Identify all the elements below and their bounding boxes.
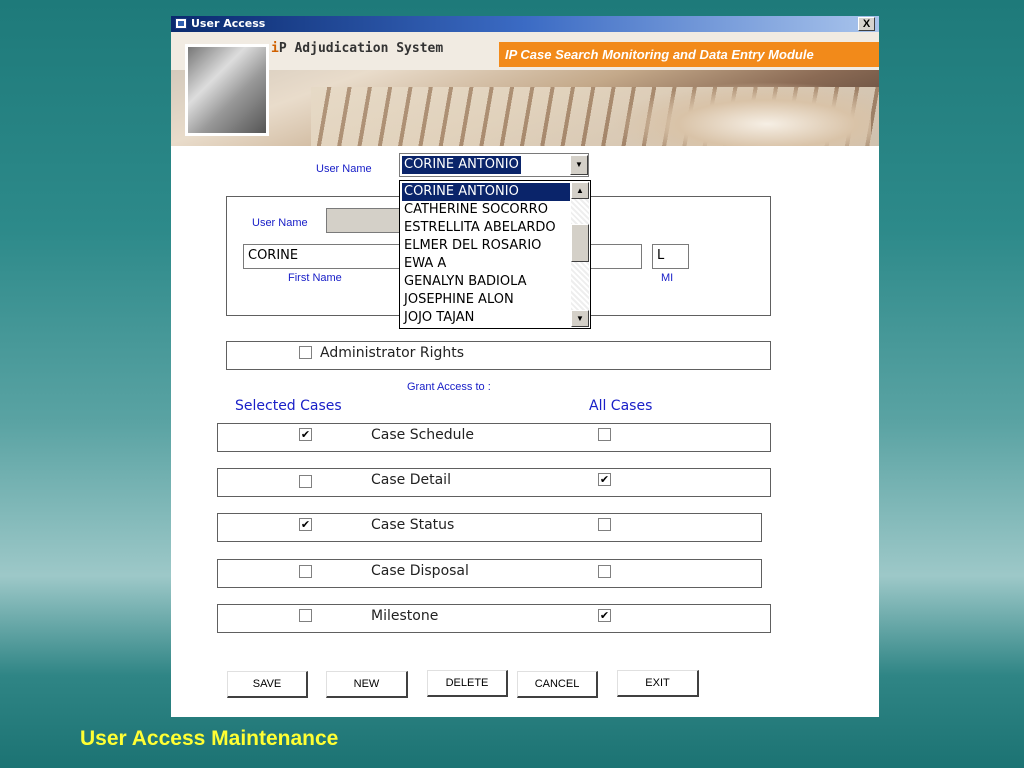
- first-name-input[interactable]: CORINE: [243, 244, 403, 269]
- admin-rights-label: Administrator Rights: [320, 345, 465, 361]
- scroll-thumb[interactable]: [571, 224, 589, 262]
- milestone-all-checkbox[interactable]: ✔: [599, 609, 610, 622]
- case-schedule-selected-checkbox[interactable]: ✔: [300, 428, 311, 441]
- admin-rights-checkbox[interactable]: [299, 346, 312, 359]
- save-button[interactable]: SAVE: [227, 671, 308, 698]
- new-button[interactable]: NEW: [326, 671, 408, 698]
- middle-initial-input[interactable]: L: [652, 244, 689, 269]
- dropdown-option[interactable]: GENALYN BADIOLA: [404, 274, 527, 289]
- scroll-up-icon[interactable]: ▲: [571, 182, 589, 199]
- case-detail-label: Case Detail: [371, 472, 451, 488]
- dropdown-option[interactable]: ELMER DEL ROSARIO: [404, 238, 542, 253]
- title-bar: [171, 16, 879, 32]
- all-cases-header: All Cases: [589, 398, 653, 414]
- dropdown-option[interactable]: JOJO TAJAN: [404, 310, 475, 325]
- case-schedule-label: Case Schedule: [371, 427, 475, 443]
- first-name-label: First Name: [288, 272, 342, 284]
- dropdown-option[interactable]: ESTRELLITA ABELARDO: [404, 220, 556, 235]
- case-disposal-selected-checkbox[interactable]: [299, 565, 312, 578]
- user-name-combobox-value: CORINE ANTONIO: [404, 157, 519, 172]
- scroll-down-icon[interactable]: ▼: [571, 310, 589, 327]
- module-title: IP Case Search Monitoring and Data Entry Module: [499, 42, 879, 67]
- user-name-dropdown-list[interactable]: [399, 180, 591, 329]
- case-status-label: Case Status: [371, 517, 455, 533]
- dropdown-option[interactable]: JOSEPHINE ALON: [404, 292, 514, 307]
- user-name-combobox[interactable]: [399, 153, 589, 177]
- exit-button[interactable]: EXIT: [617, 670, 699, 697]
- case-status-selected-checkbox[interactable]: ✔: [300, 518, 311, 531]
- selected-cases-header: Selected Cases: [235, 398, 342, 414]
- close-button[interactable]: X: [858, 17, 875, 31]
- system-title-rest: P Adjudication System: [278, 41, 444, 56]
- case-schedule-all-checkbox[interactable]: [598, 428, 611, 441]
- case-disposal-all-checkbox[interactable]: [598, 565, 611, 578]
- dropdown-option[interactable]: EWA A: [404, 256, 447, 271]
- milestone-selected-checkbox[interactable]: [299, 609, 312, 622]
- case-detail-all-checkbox[interactable]: ✔: [599, 473, 610, 486]
- grant-access-title: Grant Access to :: [407, 381, 491, 393]
- case-detail-selected-checkbox[interactable]: [299, 475, 312, 488]
- dropdown-option[interactable]: CATHERINE SOCORRO: [404, 202, 548, 217]
- window-app-icon: [175, 18, 187, 29]
- middle-initial-label: MI: [661, 272, 674, 284]
- header-banner: [171, 32, 879, 146]
- system-title-prefix: i: [271, 41, 279, 56]
- dropdown-option[interactable]: CORINE ANTONIO: [402, 183, 570, 201]
- slide-caption: User Access Maintenance: [80, 727, 339, 750]
- case-status-all-checkbox[interactable]: [598, 518, 611, 531]
- user-name-field[interactable]: [326, 208, 406, 233]
- justice-scales-image: [185, 44, 269, 136]
- milestone-label: Milestone: [371, 608, 439, 624]
- user-select-label: User Name: [316, 163, 372, 175]
- user-name-label: User Name: [252, 217, 308, 229]
- delete-button[interactable]: DELETE: [427, 670, 508, 697]
- chevron-down-icon[interactable]: ▼: [570, 155, 588, 175]
- case-disposal-label: Case Disposal: [371, 563, 469, 579]
- cancel-button[interactable]: CANCEL: [517, 671, 598, 698]
- dropdown-scrollbar[interactable]: [571, 182, 589, 327]
- hand-image: [611, 82, 871, 146]
- system-title: [271, 41, 443, 56]
- window-title: User Access: [191, 17, 266, 30]
- last-name-input[interactable]: [588, 244, 642, 269]
